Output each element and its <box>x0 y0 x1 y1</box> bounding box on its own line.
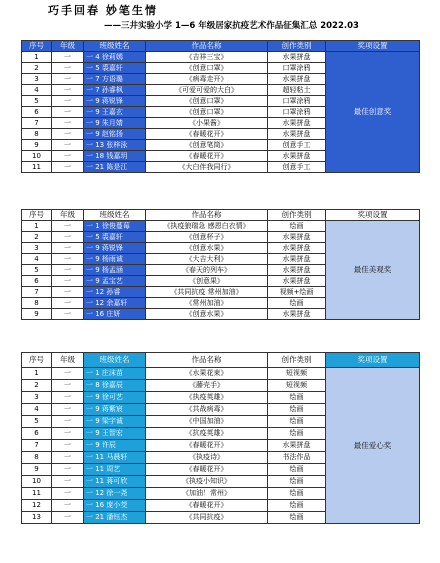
cell-work-title: 《抗疫英雄》 <box>146 428 268 440</box>
cell-seq: 11 <box>22 162 52 173</box>
cell-work-title: 《病毒走开》 <box>146 74 268 85</box>
cell-class-name: 一 16 庞小茭 <box>84 500 146 512</box>
cell-category: 绘画 <box>268 488 326 500</box>
cell-seq: 8 <box>22 129 52 140</box>
cell-category: 水果拼盘 <box>268 52 326 63</box>
cell-grade: 一 <box>52 63 84 74</box>
cell-grade: 一 <box>52 452 84 464</box>
cell-grade: 一 <box>52 151 84 162</box>
column-header: 奖项设置 <box>326 210 420 221</box>
cell-seq: 9 <box>22 309 52 320</box>
cell-grade: 一 <box>52 232 84 243</box>
cell-grade: 一 <box>52 74 84 85</box>
cell-work-title: 《吉祥三宝》 <box>146 52 268 63</box>
cell-seq: 10 <box>22 476 52 488</box>
cell-class-name: 一 5 裘嘉轩 <box>84 232 146 243</box>
cell-category: 短视频 <box>268 380 326 392</box>
table-header-row <box>22 353 420 368</box>
cell-work-title: 《春暖花开》 <box>146 440 268 452</box>
cell-seq: 10 <box>22 151 52 162</box>
cell-seq: 7 <box>22 440 52 452</box>
cell-category: 创意手工 <box>268 140 326 151</box>
cell-seq: 3 <box>22 243 52 254</box>
cell-category: 水果拼盘 <box>268 118 326 129</box>
table-row <box>22 52 420 63</box>
cell-work-title: 《春暖花开》 <box>146 129 268 140</box>
cell-grade: 一 <box>52 96 84 107</box>
page-subtitle: ——三井实验小学 1—6 年级居家抗疫艺术作品征集汇总 2022.03 <box>104 21 359 31</box>
cell-category: 口罩涂鸦 <box>268 96 326 107</box>
cell-class-name: 一 4 徐莉嫣 <box>84 52 146 63</box>
cell-class-name: 一 21 潘钰杰 <box>84 512 146 524</box>
cell-seq: 6 <box>22 428 52 440</box>
cell-seq: 2 <box>22 380 52 392</box>
cell-work-title: 《执疫英雄》 <box>146 392 268 404</box>
cell-work-title: 《春暖花开》 <box>146 151 268 162</box>
cell-grade: 一 <box>52 52 84 63</box>
cell-category: 绘画 <box>268 500 326 512</box>
cell-work-title: 《创意果》 <box>146 276 268 287</box>
cell-grade: 一 <box>52 416 84 428</box>
cell-grade: 一 <box>52 243 84 254</box>
table-header-row <box>22 210 420 221</box>
cell-work-title: 《小果酱》 <box>146 118 268 129</box>
cell-category: 绘画 <box>268 221 326 232</box>
cell-class-name: 一 21 陈是江 <box>84 162 146 173</box>
cell-seq: 5 <box>22 416 52 428</box>
cell-seq: 7 <box>22 118 52 129</box>
cell-grade: 一 <box>52 309 84 320</box>
cell-class-name: 一 9 许辰 <box>84 440 146 452</box>
cell-work-title: 《春天的列车》 <box>146 265 268 276</box>
cell-work-title: 《创意笔筒》 <box>146 140 268 151</box>
cell-seq: 8 <box>22 452 52 464</box>
cell-category: 水果拼盘 <box>268 265 326 276</box>
cell-seq: 5 <box>22 265 52 276</box>
cell-class-name: 一 9 王智宏 <box>84 428 146 440</box>
cell-grade: 一 <box>52 428 84 440</box>
cell-grade: 一 <box>52 276 84 287</box>
cell-grade: 一 <box>52 162 84 173</box>
column-header: 创作类别 <box>268 41 326 52</box>
cell-work-title: 《常州加油》 <box>146 298 268 309</box>
cell-seq: 1 <box>22 368 52 380</box>
column-header: 序号 <box>22 41 52 52</box>
cell-work-title: 《创意杯子》 <box>146 232 268 243</box>
award-cell: 最佳爱心奖 <box>326 368 420 524</box>
cell-seq: 9 <box>22 464 52 476</box>
cell-work-title: 《创意水果》 <box>146 309 268 320</box>
cell-work-title: 《执疫诗》 <box>146 452 268 464</box>
table-row <box>22 368 420 380</box>
cell-work-title: 《执疫小知识》 <box>146 476 268 488</box>
cell-seq: 12 <box>22 500 52 512</box>
cell-class-name: 一 9 蒋锐锋 <box>84 243 146 254</box>
cell-grade: 一 <box>52 221 84 232</box>
cell-work-title: 《春暖花开》 <box>146 464 268 476</box>
cell-seq: 2 <box>22 232 52 243</box>
column-header: 奖项设置 <box>326 353 420 368</box>
cell-class-name: 一 9 王嘉玄 <box>84 107 146 118</box>
cell-grade: 一 <box>52 476 84 488</box>
cell-category: 绘画 <box>268 404 326 416</box>
cell-category: 水果拼盘 <box>268 440 326 452</box>
cell-class-name: 一 8 徐嘉辰 <box>84 380 146 392</box>
cell-seq: 5 <box>22 96 52 107</box>
cell-work-title: 《大白伴我同行》 <box>146 162 268 173</box>
cell-grade: 一 <box>52 368 84 380</box>
cell-seq: 9 <box>22 140 52 151</box>
cell-grade: 一 <box>52 404 84 416</box>
award-cell: 最佳美观奖 <box>326 221 420 320</box>
cell-class-name: 一 11 马晨轩 <box>84 452 146 464</box>
cell-grade: 一 <box>52 440 84 452</box>
cell-work-title: 《共战病毒》 <box>146 404 268 416</box>
cell-grade: 一 <box>52 392 84 404</box>
cell-seq: 6 <box>22 276 52 287</box>
cell-grade: 一 <box>52 298 84 309</box>
cell-category: 口罩涂鸦 <box>268 107 326 118</box>
page-title: 巧手回春 妙笔生情 <box>48 4 158 17</box>
cell-seq: 1 <box>22 221 52 232</box>
cell-class-name: 一 7 方语璐 <box>84 74 146 85</box>
cell-category: 绘画 <box>268 464 326 476</box>
cell-seq: 1 <box>22 52 52 63</box>
cell-class-name: 一 9 蒋锐锋 <box>84 96 146 107</box>
cell-category: 水果拼盘 <box>268 254 326 265</box>
cell-seq: 4 <box>22 404 52 416</box>
cell-class-name: 一 11 周艺 <box>84 464 146 476</box>
cell-class-name: 一 18 钱嘉玥 <box>84 151 146 162</box>
column-header: 序号 <box>22 353 52 368</box>
cell-grade: 一 <box>52 85 84 96</box>
cell-class-name: 一 9 赵铭扬 <box>84 129 146 140</box>
column-header: 创作类别 <box>268 353 326 368</box>
cell-work-title: 《水果花束》 <box>146 368 268 380</box>
cell-work-title: 《创意口罩》 <box>146 107 268 118</box>
column-header: 班级姓名 <box>84 210 146 221</box>
cell-work-title: 《大吉大利》 <box>146 254 268 265</box>
cell-class-name: 一 9 蒋紫宸 <box>84 404 146 416</box>
cell-seq: 13 <box>22 512 52 524</box>
cell-class-name: 一 5 裘嘉轩 <box>84 63 146 74</box>
cell-grade: 一 <box>52 107 84 118</box>
award-table-creative <box>21 40 420 173</box>
cell-work-title: 《中国加油》 <box>146 416 268 428</box>
column-header: 创作类别 <box>268 210 326 221</box>
cell-grade: 一 <box>52 500 84 512</box>
cell-seq: 7 <box>22 287 52 298</box>
cell-grade: 一 <box>52 488 84 500</box>
cell-class-name: 一 13 张梓泳 <box>84 140 146 151</box>
cell-work-title: 《春暖花开》 <box>146 500 268 512</box>
cell-work-title: 《执疫狼瑞急 感恩白衣情》 <box>146 221 268 232</box>
cell-category: 水果拼盘 <box>268 151 326 162</box>
column-header: 作品名称 <box>146 41 268 52</box>
cell-category: 绘画 <box>268 298 326 309</box>
cell-seq: 3 <box>22 392 52 404</box>
cell-work-title: 《可爱可爱的大白》 <box>146 85 268 96</box>
cell-category: 水果拼盘 <box>268 276 326 287</box>
column-header: 作品名称 <box>146 210 268 221</box>
cell-category: 绘画 <box>268 428 326 440</box>
cell-category: 绘画 <box>268 416 326 428</box>
cell-seq: 11 <box>22 488 52 500</box>
award-table-beauty <box>21 209 420 320</box>
cell-grade: 一 <box>52 129 84 140</box>
column-header: 奖项设置 <box>326 41 420 52</box>
award-table-love <box>21 352 420 524</box>
cell-category: 绘画 <box>268 476 326 488</box>
cell-grade: 一 <box>52 464 84 476</box>
cell-category: 水果拼盘 <box>268 74 326 85</box>
cell-seq: 4 <box>22 254 52 265</box>
cell-seq: 6 <box>22 107 52 118</box>
cell-seq: 8 <box>22 298 52 309</box>
table-header-row <box>22 41 420 52</box>
cell-work-title: 《创意口罩》 <box>146 63 268 74</box>
cell-class-name: 一 9 杨雨诚 <box>84 254 146 265</box>
column-header: 班级姓名 <box>84 41 146 52</box>
column-header: 年级 <box>52 353 84 368</box>
column-header: 年级 <box>52 41 84 52</box>
table-row <box>22 221 420 232</box>
cell-category: 口罩涂鸦 <box>268 63 326 74</box>
column-header: 序号 <box>22 210 52 221</box>
cell-class-name: 一 12 徐一尧 <box>84 488 146 500</box>
cell-class-name: 一 12 余嘉轩 <box>84 298 146 309</box>
cell-seq: 2 <box>22 63 52 74</box>
cell-category: 水果拼盘 <box>268 309 326 320</box>
cell-grade: 一 <box>52 118 84 129</box>
cell-class-name: 一 1 庄沫苗 <box>84 368 146 380</box>
cell-class-name: 一 12 孙睿 <box>84 287 146 298</box>
cell-class-name: 一 9 朱月婧 <box>84 118 146 129</box>
cell-grade: 一 <box>52 265 84 276</box>
cell-category: 绘画 <box>268 512 326 524</box>
cell-work-title: 《共同抗疫 常州加油》 <box>146 287 268 298</box>
cell-category: 书法作品 <box>268 452 326 464</box>
column-header: 班级姓名 <box>84 353 146 368</box>
cell-class-name: 一 7 孙睿枫 <box>84 85 146 96</box>
column-header: 年级 <box>52 210 84 221</box>
cell-class-name: 一 9 杨孟涵 <box>84 265 146 276</box>
cell-class-name: 一 9 徐可艺 <box>84 392 146 404</box>
column-header: 作品名称 <box>146 353 268 368</box>
cell-category: 水果拼盘 <box>268 232 326 243</box>
cell-category: 超轻粘土 <box>268 85 326 96</box>
cell-grade: 一 <box>52 254 84 265</box>
cell-work-title: 《创意水果》 <box>146 243 268 254</box>
cell-category: 创意手工 <box>268 162 326 173</box>
cell-class-name: 一 9 孟宝艺 <box>84 276 146 287</box>
cell-class-name: 一 9 梁宇诚 <box>84 416 146 428</box>
cell-work-title: 《加油！常州》 <box>146 488 268 500</box>
cell-grade: 一 <box>52 287 84 298</box>
cell-grade: 一 <box>52 140 84 151</box>
cell-category: 视频+绘画 <box>268 287 326 298</box>
award-cell: 最佳创意奖 <box>326 52 420 173</box>
cell-seq: 3 <box>22 74 52 85</box>
cell-category: 绘画 <box>268 392 326 404</box>
cell-category: 水果拼盘 <box>268 243 326 254</box>
cell-grade: 一 <box>52 512 84 524</box>
cell-work-title: 《创意口罩》 <box>146 96 268 107</box>
cell-class-name: 一 1 徐俊蔓莓 <box>84 221 146 232</box>
cell-category: 水果拼盘 <box>268 129 326 140</box>
cell-category: 短视频 <box>268 368 326 380</box>
cell-work-title: 《共同抗疫》 <box>146 512 268 524</box>
cell-grade: 一 <box>52 380 84 392</box>
cell-seq: 4 <box>22 85 52 96</box>
cell-work-title: 《藤壳手》 <box>146 380 268 392</box>
cell-class-name: 一 11 蒋可欣 <box>84 476 146 488</box>
cell-class-name: 一 16 庄妍 <box>84 309 146 320</box>
